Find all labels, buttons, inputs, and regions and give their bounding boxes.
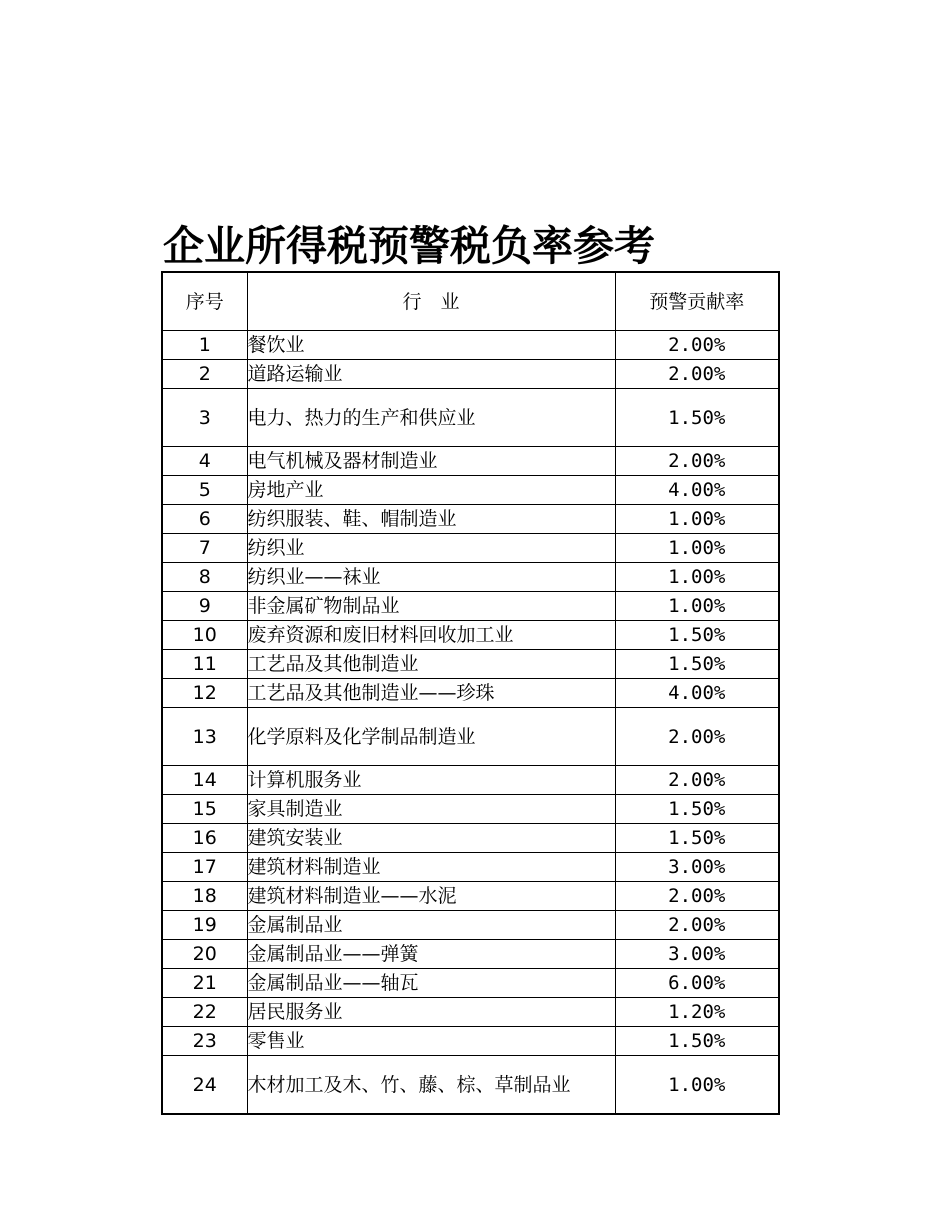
row-no: 1 xyxy=(162,331,247,360)
row-industry: 纺织业 xyxy=(247,534,615,563)
row-industry: 餐饮业 xyxy=(247,331,615,360)
table-row xyxy=(162,679,779,708)
header-industry: 行 业 xyxy=(247,272,615,331)
header-no: 序号 xyxy=(162,272,247,331)
row-rate: 2.00% xyxy=(615,360,779,389)
row-no: 21 xyxy=(162,969,247,998)
row-industry: 房地产业 xyxy=(247,476,615,505)
row-rate: 1.50% xyxy=(615,824,779,853)
row-industry: 建筑材料制造业——水泥 xyxy=(247,882,615,911)
row-no: 2 xyxy=(162,360,247,389)
row-industry: 建筑安装业 xyxy=(247,824,615,853)
table-row xyxy=(162,389,779,447)
table-row xyxy=(162,1056,779,1115)
row-rate: 2.00% xyxy=(615,766,779,795)
row-rate: 1.00% xyxy=(615,563,779,592)
row-no: 13 xyxy=(162,708,247,766)
header-rate: 预警贡献率 xyxy=(615,272,779,331)
table-row xyxy=(162,766,779,795)
row-rate: 1.00% xyxy=(615,592,779,621)
row-no: 9 xyxy=(162,592,247,621)
row-rate: 1.00% xyxy=(615,505,779,534)
row-no: 10 xyxy=(162,621,247,650)
table-row xyxy=(162,795,779,824)
row-industry: 工艺品及其他制造业 xyxy=(247,650,615,679)
row-no: 12 xyxy=(162,679,247,708)
table-header-row xyxy=(162,272,779,331)
row-rate: 1.20% xyxy=(615,998,779,1027)
table-row xyxy=(162,998,779,1027)
row-no: 20 xyxy=(162,940,247,969)
row-no: 19 xyxy=(162,911,247,940)
row-industry: 金属制品业——轴瓦 xyxy=(247,969,615,998)
table-row xyxy=(162,476,779,505)
row-no: 7 xyxy=(162,534,247,563)
row-rate: 1.50% xyxy=(615,389,779,447)
table-row xyxy=(162,534,779,563)
row-rate: 6.00% xyxy=(615,969,779,998)
table-row xyxy=(162,824,779,853)
row-rate: 2.00% xyxy=(615,447,779,476)
row-rate: 2.00% xyxy=(615,708,779,766)
row-rate: 2.00% xyxy=(615,882,779,911)
row-no: 3 xyxy=(162,389,247,447)
row-rate: 3.00% xyxy=(615,853,779,882)
row-no: 8 xyxy=(162,563,247,592)
row-rate: 4.00% xyxy=(615,476,779,505)
table-row xyxy=(162,592,779,621)
row-industry: 零售业 xyxy=(247,1027,615,1056)
row-industry: 道路运输业 xyxy=(247,360,615,389)
table-row xyxy=(162,331,779,360)
row-no: 18 xyxy=(162,882,247,911)
row-rate: 1.50% xyxy=(615,621,779,650)
row-industry: 木材加工及木、竹、藤、棕、草制品业 xyxy=(247,1056,615,1115)
row-industry: 电气机械及器材制造业 xyxy=(247,447,615,476)
page-title: 企业所得税预警税负率参考 xyxy=(163,222,655,270)
row-no: 22 xyxy=(162,998,247,1027)
table-row xyxy=(162,940,779,969)
row-rate: 2.00% xyxy=(615,911,779,940)
table-row xyxy=(162,621,779,650)
table-row xyxy=(162,505,779,534)
table-row xyxy=(162,853,779,882)
row-no: 6 xyxy=(162,505,247,534)
table-row xyxy=(162,447,779,476)
table-row xyxy=(162,1027,779,1056)
table-row xyxy=(162,708,779,766)
row-industry: 纺织服装、鞋、帽制造业 xyxy=(247,505,615,534)
row-rate: 1.50% xyxy=(615,1027,779,1056)
row-rate: 1.50% xyxy=(615,795,779,824)
row-no: 4 xyxy=(162,447,247,476)
row-industry: 建筑材料制造业 xyxy=(247,853,615,882)
row-industry: 金属制品业 xyxy=(247,911,615,940)
table-row xyxy=(162,911,779,940)
table-row xyxy=(162,563,779,592)
row-industry: 废弃资源和废旧材料回收加工业 xyxy=(247,621,615,650)
table-row xyxy=(162,969,779,998)
row-industry: 化学原料及化学制品制造业 xyxy=(247,708,615,766)
table-row xyxy=(162,360,779,389)
row-no: 16 xyxy=(162,824,247,853)
row-rate: 3.00% xyxy=(615,940,779,969)
table-row xyxy=(162,882,779,911)
row-rate: 1.00% xyxy=(615,534,779,563)
row-industry: 电力、热力的生产和供应业 xyxy=(247,389,615,447)
row-rate: 4.00% xyxy=(615,679,779,708)
row-industry: 居民服务业 xyxy=(247,998,615,1027)
row-no: 11 xyxy=(162,650,247,679)
row-industry: 家具制造业 xyxy=(247,795,615,824)
row-no: 17 xyxy=(162,853,247,882)
row-industry: 纺织业——袜业 xyxy=(247,563,615,592)
row-industry: 工艺品及其他制造业——珍珠 xyxy=(247,679,615,708)
row-no: 5 xyxy=(162,476,247,505)
table-row xyxy=(162,650,779,679)
row-rate: 1.00% xyxy=(615,1056,779,1115)
row-rate: 2.00% xyxy=(615,331,779,360)
row-rate: 1.50% xyxy=(615,650,779,679)
row-no: 14 xyxy=(162,766,247,795)
row-no: 15 xyxy=(162,795,247,824)
row-industry: 非金属矿物制品业 xyxy=(247,592,615,621)
tax-rate-table xyxy=(161,271,780,1115)
row-no: 24 xyxy=(162,1056,247,1115)
row-industry: 金属制品业——弹簧 xyxy=(247,940,615,969)
row-industry: 计算机服务业 xyxy=(247,766,615,795)
row-no: 23 xyxy=(162,1027,247,1056)
